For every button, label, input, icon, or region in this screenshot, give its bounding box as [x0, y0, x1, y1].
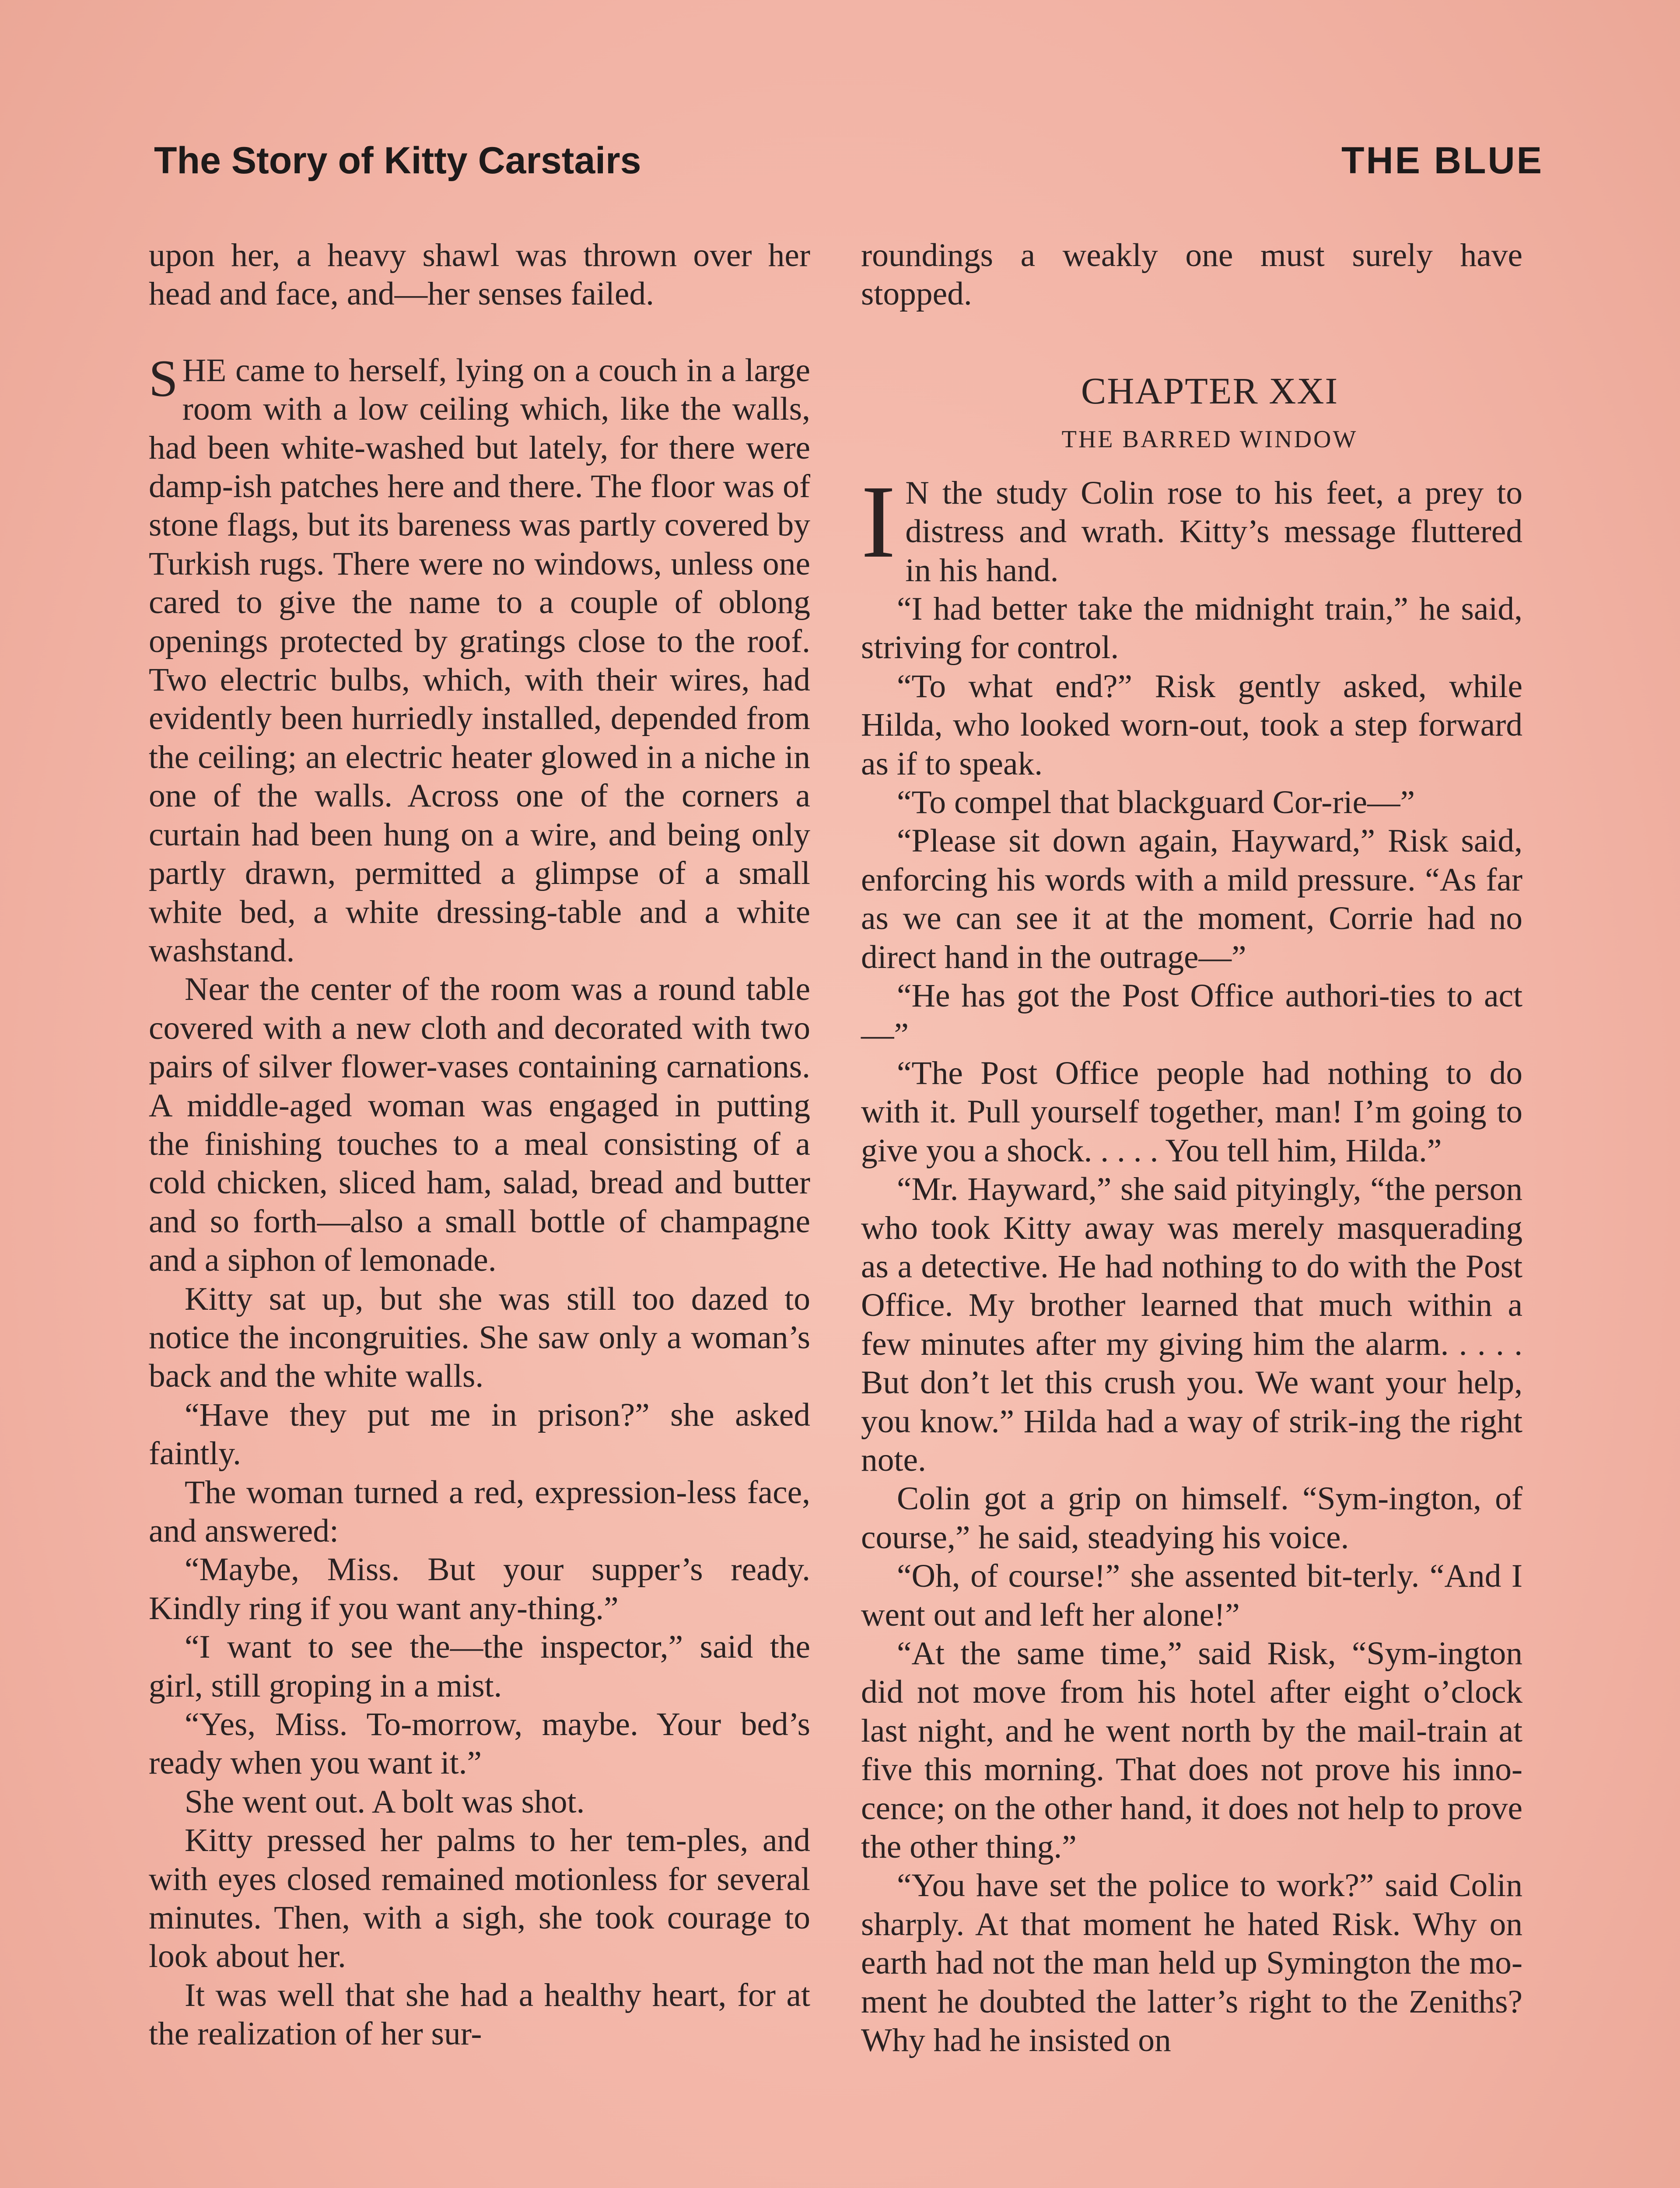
- magazine-name: THE BLUE: [1341, 140, 1544, 182]
- paragraph: Near the center of the room was a round table covered with a new cloth and decorated with two pairs of silver flower-vases containing carnations. A middle-aged woman was engaged in putting the finishing touches to a meal consisting of a cold chicken, sliced ham, salad, bread and butter and so forth—also a small bottle of champagne and a siphon of lemonade.: [149, 971, 810, 1279]
- paragraph: Kitty sat up, but she was still too dazed to notice the incongruities. She saw only a woman’s back and the white walls.: [149, 1280, 810, 1395]
- paragraph: “You have set the police to work?” said Colin sharply. At that moment he hated Risk. Why on earth had not the man held up Symington the mo-ment he doubted the latter’s right to the Zeniths? Why had he insisted on: [861, 1867, 1522, 2059]
- paragraph: roundings a weakly one must surely have stopped.: [861, 237, 1522, 312]
- paragraph: “Have they put me in prison?” she asked faintly.: [149, 1396, 810, 1472]
- paragraph: “The Post Office people had nothing to do with it. Pull yourself together, man! I’m going to give you a shock. . . . . You tell him, Hilda.”: [861, 1055, 1522, 1169]
- chapter-subtitle: THE BARRED WINDOW: [1061, 425, 1358, 453]
- section-break: [149, 314, 810, 351]
- paragraph: “I had better take the midnight train,” he said, striving for control.: [861, 591, 1522, 666]
- paragraph-text: HE came to herself, lying on a couch in a large room with a low ceiling which, like the walls, had been white-washed but lately, for there were damp-ish patches here and there. The floor was of stone flags, but its bareness was partly covered by Turkish rugs. There were no windows, unless one cared to give the name to a couple of oblong openings protected by gratings close to the roof. Two electric bulbs, which, with their wires, had evidently been hurriedly installed, depended from the ceiling; an electric heater glowed in a niche in one of the walls. Across one of the corners a curtain had been hung on a wire, and being only partly drawn, permitted a glimpse of a small white bed, a white dressing-table and a white washstand.: [149, 352, 810, 969]
- paragraph: The woman turned a red, expression-less face, and answered:: [149, 1474, 810, 1549]
- left-column: [149, 236, 810, 2054]
- chapter-title: CHAPTER XXI: [1081, 369, 1339, 412]
- paragraph: She went out. A bolt was shot.: [185, 1783, 585, 1820]
- paragraph: “He has got the Post Office authori-ties to act—”: [861, 978, 1522, 1053]
- drop-cap: I: [861, 464, 896, 579]
- paragraph: “To what end?” Risk gently asked, while Hilda, who looked worn-out, took a step forward as if to speak.: [861, 668, 1522, 782]
- right-column: [861, 236, 1522, 2060]
- paragraph: “To compel that blackguard Cor-rie—”: [897, 784, 1415, 821]
- paragraph-dropcap: [861, 464, 1522, 590]
- paragraph: “I want to see the—the inspector,” said the girl, still groping in a mist.: [149, 1629, 810, 1704]
- paragraph: “Mr. Hayward,” she said pityingly, “the person who took Kitty away was merely masquerading as a detective. He had nothing to do with the Post Office. My brother learned that much within a few minutes after my giving him the alarm. . . . . But don’t let this crush you. We want your help, you know.” Hilda had a way of strik-ing the right note.: [861, 1171, 1522, 1478]
- paragraph: “At the same time,” said Risk, “Sym-ington did not move from his hotel after eight o’clock last night, and he went north by the mail-train at five this morning. That does not prove his inno-cence; on the other hand, it does not help to prove the other thing.”: [861, 1635, 1522, 1865]
- paragraph-text: N the study Colin rose to his feet, a prey to distress and wrath. Kitty’s message fluttered in his hand.: [905, 474, 1522, 589]
- running-head: [154, 139, 1544, 192]
- paragraph: “Please sit down again, Hayward,” Risk said, enforcing his words with a mild pressure. “As far as we can see it at the moment, Corrie had no direct hand in the outrage—”: [861, 823, 1522, 975]
- paragraph: “Oh, of course!” she assented bit-terly. “And I went out and left her alone!”: [861, 1558, 1522, 1633]
- paragraph-dropcap: [149, 351, 810, 971]
- paragraph: Colin got a grip on himself. “Sym-ington, of course,” he said, steadying his voice.: [861, 1480, 1522, 1556]
- paragraph: upon her, a heavy shawl was thrown over her head and face, and—her senses failed.: [149, 237, 810, 312]
- paragraph: “Maybe, Miss. But your supper’s ready. Kindly ring if you want any-thing.”: [149, 1551, 810, 1627]
- paragraph: “Yes, Miss. To-morrow, maybe. Your bed’s ready when you want it.”: [149, 1706, 810, 1781]
- story-title: The Story of Kitty Carstairs: [154, 140, 641, 182]
- paragraph: Kitty pressed her palms to her tem-ples, and with eyes closed remained motionless for several minutes. Then, with a sigh, she took courage to look about her.: [149, 1822, 810, 1975]
- paragraph: It was well that she had a healthy heart, for at the realization of her sur-: [149, 1977, 810, 2052]
- drop-cap: S: [149, 349, 178, 407]
